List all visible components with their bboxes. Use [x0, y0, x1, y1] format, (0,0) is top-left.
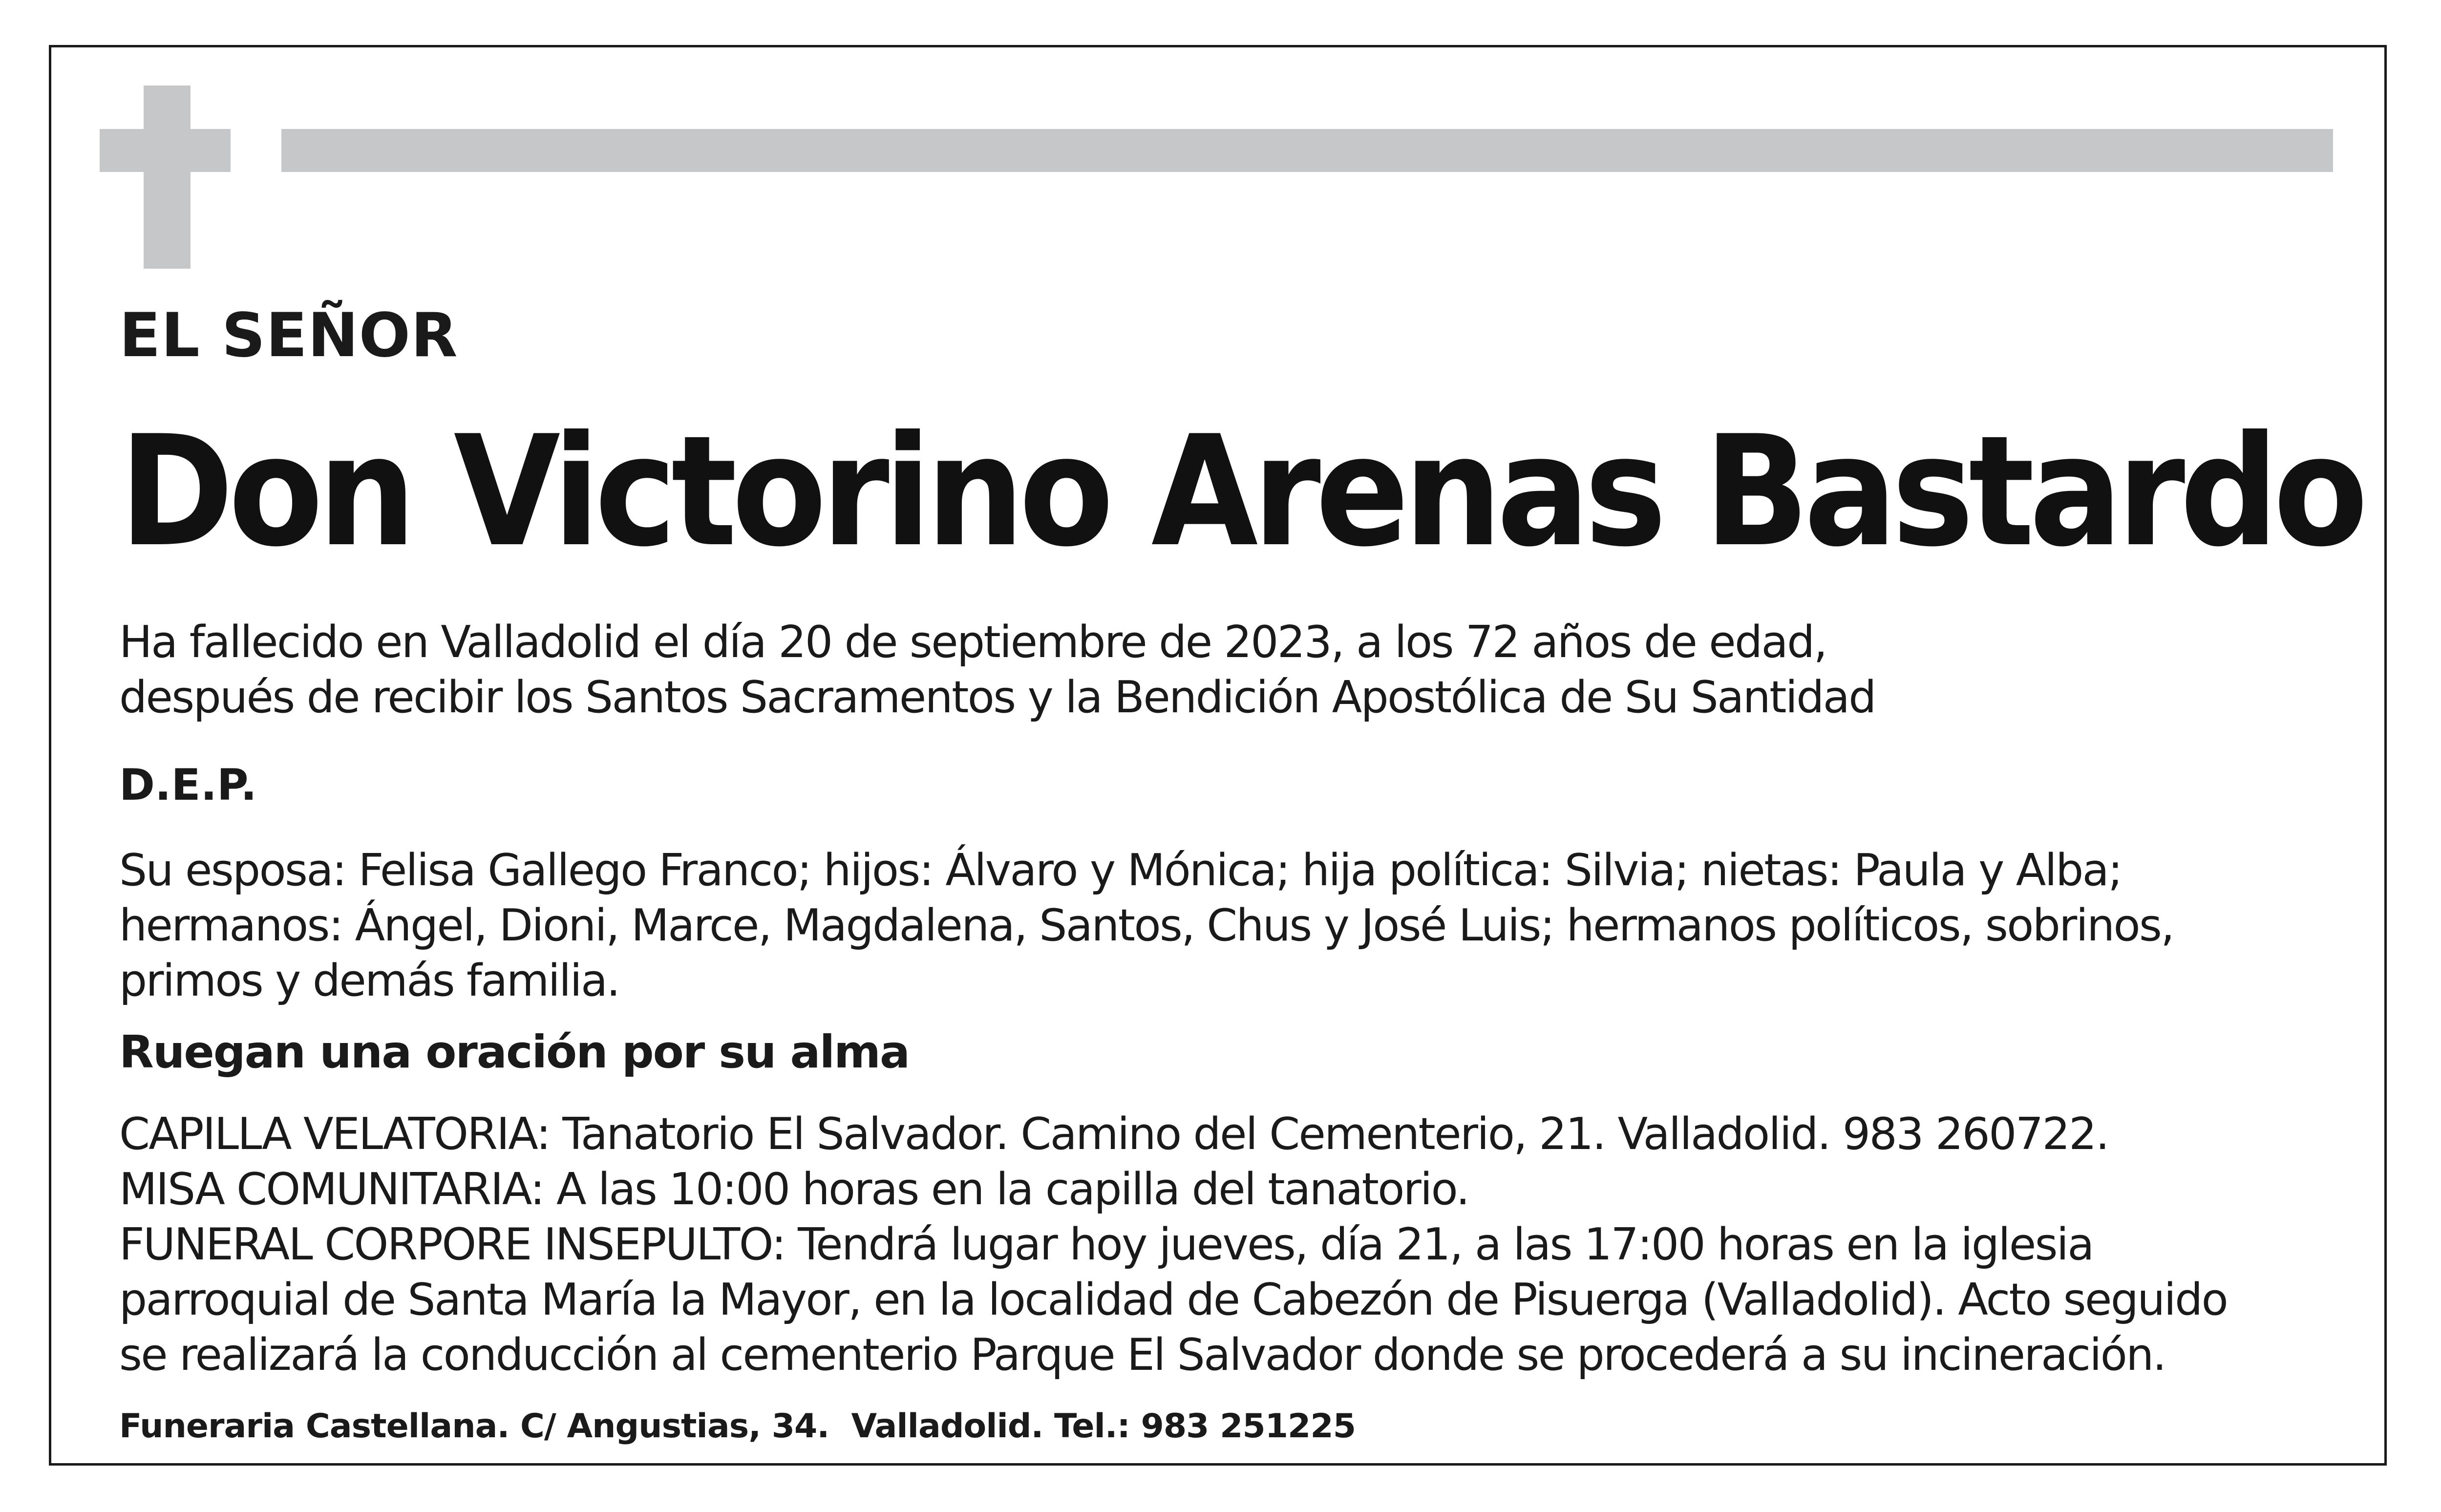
announcement-paragraph: [119, 615, 1875, 725]
services-line: parroquial de Santa María la Mayor, en la localidad de Cabezón de Pisuerga (Valladolid). Acto seguido: [119, 1274, 2228, 1325]
announcement-line: Ha fallecido en Valladolid el día 20 de septiembre de 2023, a los 72 años de edad,: [119, 617, 1826, 668]
family-line: hermanos: Ángel, Dioni, Marce, Magdalena, Santos, Chus y José Luis; hermanos políticos, sobrinos,: [119, 900, 2174, 951]
cross-icon-horizontal: [100, 129, 231, 172]
deceased-name: Don Victorino Arenas Bastardo: [119, 403, 2363, 580]
family-line: primos y demás familia.: [119, 955, 619, 1006]
services-line: se realizará la conducción al cementerio Parque El Salvador donde se procederá a su incineración.: [119, 1329, 2165, 1381]
services-line: MISA COMUNITARIA: A las 10:00 horas en la capilla del tanatorio.: [119, 1164, 1469, 1215]
services-paragraph: [119, 1107, 2227, 1383]
title-prefix: EL SEÑOR: [119, 300, 458, 371]
cross-icon-vertical: [144, 85, 191, 269]
services-line: FUNERAL CORPORE INSEPULTO: Tendrá lugar hoy jueves, día 21, a las 17:00 horas en la iglesia: [119, 1219, 2093, 1270]
family-paragraph: [119, 843, 2173, 1008]
dep-label: D.E.P.: [119, 760, 257, 810]
announcement-line: después de recibir los Santos Sacramentos y la Bendición Apostólica de Su Santidad: [119, 672, 1875, 723]
family-line: Su esposa: Felisa Gallego Franco; hijos: Álvaro y Mónica; hija política: Silvia; nietas: Paula y Alba;: [119, 845, 2122, 896]
prayer-heading: Ruegan una oración por su alma: [119, 1026, 910, 1078]
header-bar: [281, 129, 2333, 172]
services-line: CAPILLA VELATORIA: Tanatorio El Salvador. Camino del Cementerio, 21. Valladolid. 983 260722.: [119, 1108, 2108, 1160]
funeral-home-footer: Funeraria Castellana. C/ Angustias, 34. Valladolid. Tel.: 983 251225: [119, 1407, 1356, 1446]
